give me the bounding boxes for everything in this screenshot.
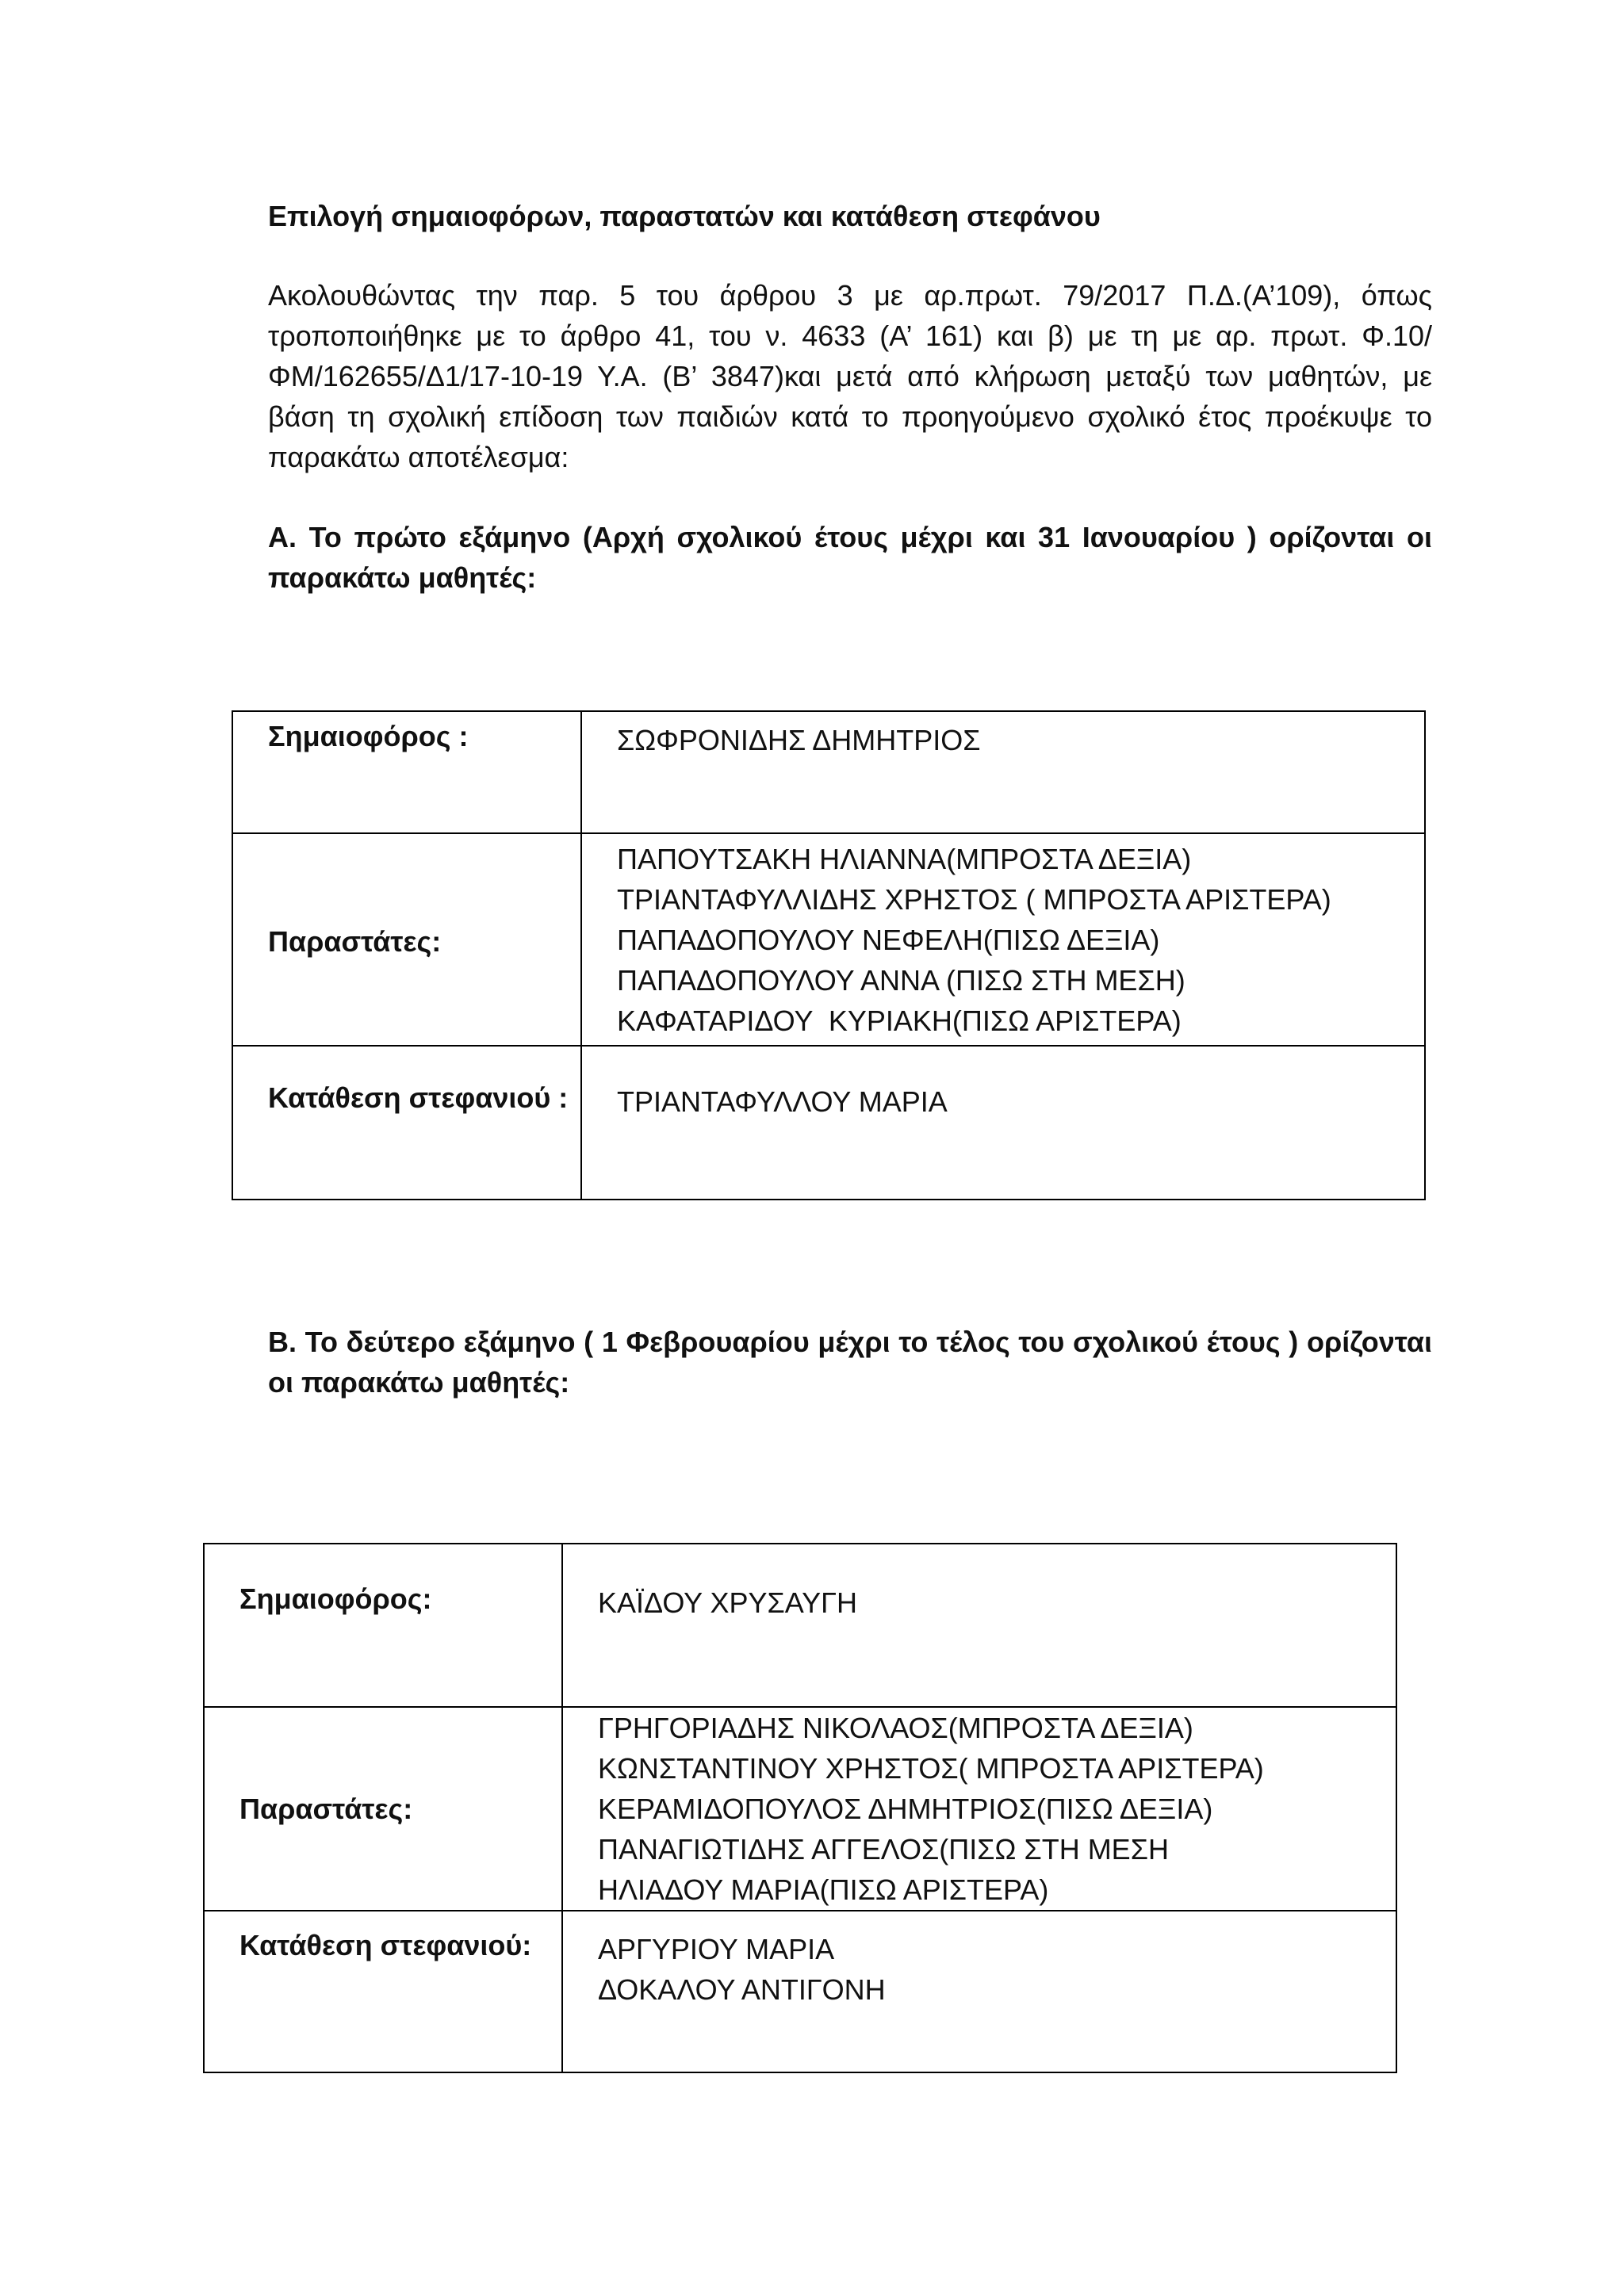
role-label-wreath-laying: Κατάθεση στεφανιού: xyxy=(239,1929,532,1961)
student-name: ΠΑΠΑΔΟΠΟΥΛΟΥ ΑΝΝΑ (ΠΙΣΩ ΣΤΗ ΜΕΣΗ) xyxy=(617,964,1185,997)
student-name: ΚΕΡΑΜΙΔΟΠΟΥΛΟΣ ΔΗΜΗΤΡΙΟΣ(ΠΙΣΩ ΔΕΞΙΑ) xyxy=(598,1793,1213,1825)
student-name: ΚΩΝΣΤΑΝΤΙΝΟΥ ΧΡΗΣΤΟΣ( ΜΠΡΟΣΤΑ ΑΡΙΣΤΕΡΑ) xyxy=(598,1752,1264,1785)
student-name: ΔΟΚΑΛΟΥ ΑΝΤΙΓΟΝΗ xyxy=(598,1973,886,2006)
table-row xyxy=(232,711,1425,833)
role-label-escorts: Παραστάτες: xyxy=(268,925,442,958)
role-label-wreath-laying: Κατάθεση στεφανιού : xyxy=(268,1081,569,1114)
student-name: ΤΡΙΑΝΤΑΦΥΛΛΙΔΗΣ ΧΡΗΣΤΟΣ ( ΜΠΡΟΣΤΑ ΑΡΙΣΤΕΡΑ) xyxy=(617,883,1331,916)
table-row xyxy=(232,1046,1425,1200)
student-name: ΠΑΠΑΔΟΠΟΥΛΟΥ ΝΕΦΕΛΗ(ΠΙΣΩ ΔΕΞΙΑ) xyxy=(617,924,1160,956)
student-name: ΑΡΓΥΡΙΟΥ ΜΑΡΙΑ xyxy=(598,1933,835,1965)
student-name: ΠΑΠΟΥΤΣΑΚΗ ΗΛΙΑΝΝΑ(ΜΠΡΟΣΤΑ ΔΕΞΙΑ) xyxy=(617,843,1192,875)
table-row xyxy=(232,833,1425,1046)
student-name: ΗΛΙΑΔΟΥ ΜΑΡΙΑ(ΠΙΣΩ ΑΡΙΣΤΕΡΑ) xyxy=(598,1873,1049,1906)
student-name: ΚΑΦΑΤΑΡΙΔΟΥ ΚΥΡΙΑΚΗ(ΠΙΣΩ ΑΡΙΣΤΕΡΑ) xyxy=(617,1004,1182,1037)
table-row xyxy=(204,1911,1396,2072)
role-label-flag-bearer: Σημαιοφόρος: xyxy=(239,1582,432,1615)
student-name: ΚΑΪΔΟΥ ΧΡΥΣΑΥΓΗ xyxy=(598,1586,857,1619)
student-name: ΤΡΙΑΝΤΑΦΥΛΛΟΥ ΜΑΡΙΑ xyxy=(617,1085,948,1118)
student-name: ΠΑΝΑΓΙΩΤΙΔΗΣ ΑΓΓΕΛΟΣ(ΠΙΣΩ ΣΤΗ ΜΕΣΗ xyxy=(598,1833,1169,1866)
role-label-escorts: Παραστάτες: xyxy=(239,1792,413,1825)
document-title: Επιλογή σημαιοφόρων, παραστατών και κατάθεση στεφάνου xyxy=(268,200,1101,232)
section-a-table xyxy=(232,710,1426,1200)
section-a-heading: Α. Το πρώτο εξάμηνο (Αρχή σχολικού έτους μέχρι και 31 Ιανουαρίου ) ορίζονται οι παρακάτω μαθητές: xyxy=(268,521,1432,594)
table-row xyxy=(204,1544,1396,1707)
section-b-heading: Β. Το δεύτερο εξάμηνο ( 1 Φεβρουαρίου μέχρι το τέλος του σχολικού έτους ) ορίζονται οι παρακάτω μαθητές: xyxy=(268,1326,1432,1399)
student-name: ΓΡΗΓΟΡΙΑΔΗΣ ΝΙΚΟΛΑΟΣ(ΜΠΡΟΣΤΑ ΔΕΞΙΑ) xyxy=(598,1712,1193,1744)
student-name: ΣΩΦΡΟΝΙΔΗΣ ΔΗΜΗΤΡΙΟΣ xyxy=(617,724,981,756)
intro-paragraph: Ακολουθώντας την παρ. 5 του άρθρου 3 με αρ.πρωτ. 79/2017 Π.Δ.(Α’109), όπως τροποποιήθηκε με το άρθρο 41, του ν. 4633 (Α’ 161) και β) με τη με αρ. πρωτ. Φ.10/ΦΜ/162655/Δ1/17-10-19 Υ.Α. (Β’ 3847)και μετά από κλήρωση μεταξύ των μαθητών, με βάση τη σχολική επίδοση των παιδιών κατά το προηγούμενο σχολικό έτος προέκυψε το παρακάτω αποτέλεσμα: xyxy=(268,279,1432,473)
section-b-table xyxy=(203,1543,1397,2073)
role-label-flag-bearer: Σημαιοφόρος : xyxy=(268,720,469,752)
table-row xyxy=(204,1707,1396,1911)
